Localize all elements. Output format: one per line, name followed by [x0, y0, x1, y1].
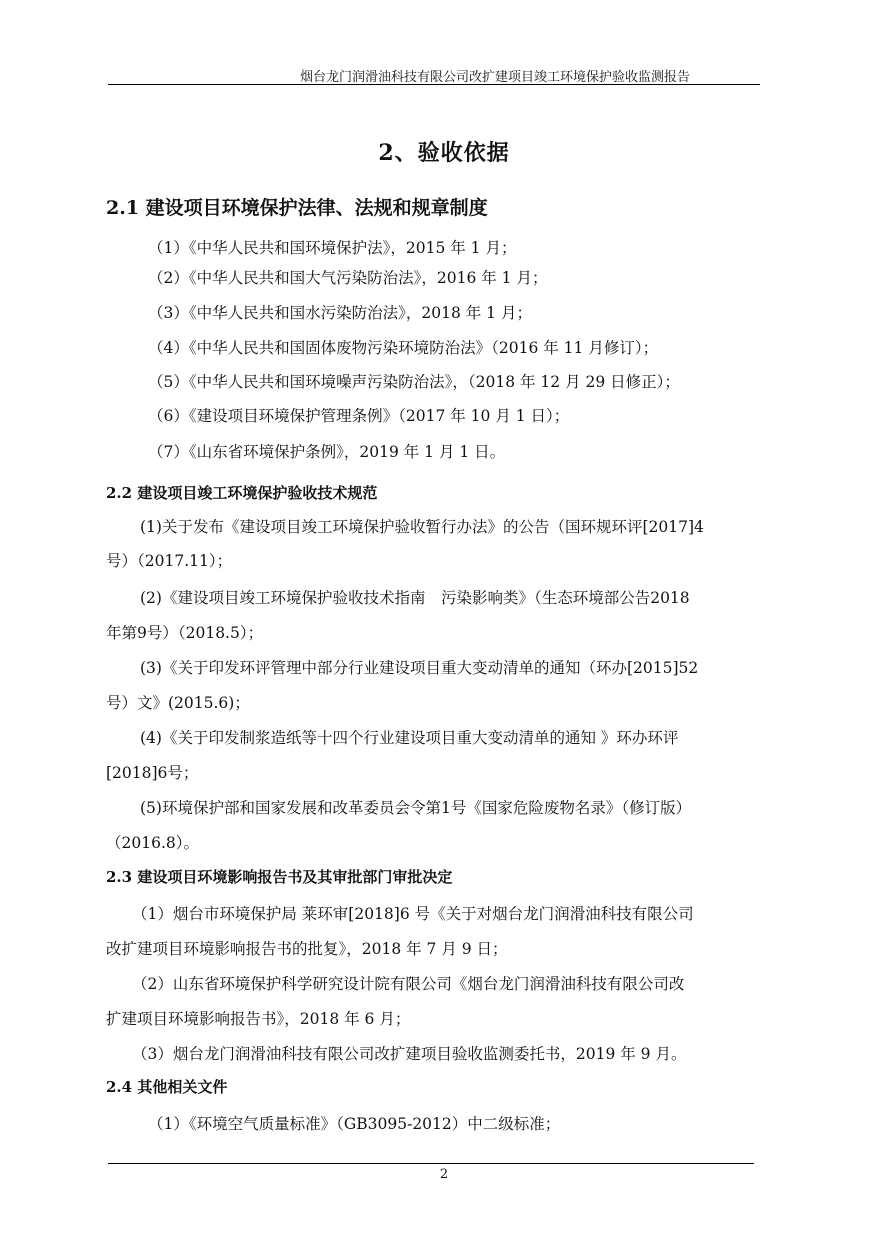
paragraph-line: 年第9号）（2018.5）； [106, 624, 264, 642]
paragraph-line: (2)《建设项目竣工环境保护验收技术指南 污染影响类》（生态环境部公告2018 [140, 589, 690, 607]
section-heading-2-1: 2.1 建设项目环境保护法律、法规和规章制度 [106, 197, 488, 219]
paragraph-line: 号）文》(2015.6)； [106, 694, 250, 712]
list-item: （2）《中华人民共和国大气污染防治法》，2016 年 1 月； [148, 269, 548, 287]
header-divider [108, 84, 760, 85]
page-header: 烟台龙门润滑油科技有限公司改扩建项目竣工环境保护验收监测报告 [299, 70, 690, 85]
list-item: （7）《山东省环境保护条例》，2019 年 1 月 1 日。 [148, 443, 506, 461]
paragraph-line: [2018]6号； [106, 764, 199, 782]
paragraph-line: （2）山东省环境保护科学研究设计院有限公司《烟台龙门润滑油科技有限公司改 [132, 975, 685, 993]
paragraph-line: （3）烟台龙门润滑油科技有限公司改扩建项目验收监测委托书，2019 年 9 月。 [132, 1045, 687, 1063]
list-item: （3）《中华人民共和国水污染防治法》，2018 年 1 月； [148, 304, 532, 322]
chapter-title: 2、验收依据 [378, 140, 510, 166]
list-item: （6）《建设项目环境保护管理条例》（2017 年 10 月 1 日）； [148, 407, 570, 425]
paragraph-line: (4)《关于印发制浆造纸等十四个行业建设项目重大变动清单的通知 》环办环评 [140, 729, 679, 747]
section-heading-2-2: 2.2 建设项目竣工环境保护验收技术规范 [106, 484, 378, 502]
section-heading-2-4: 2.4 其他相关文件 [106, 1078, 228, 1096]
list-item: （4）《中华人民共和国固体废物污染环境防治法》（2016 年 11 月修订）； [148, 339, 659, 357]
list-item: （5）《中华人民共和国环境噪声污染防治法》，（2018 年 12 月 29 日修正）； [148, 373, 680, 391]
paragraph-line: (1)关于发布《建设项目竣工环境保护验收暂行办法》的公告（国环规环评[2017]4 [140, 518, 704, 536]
paragraph-line: 扩建项目环境影响报告书》，2018 年 6 月； [106, 1010, 411, 1028]
paragraph-line: 改扩建项目环境影响报告书的批复》，2018 年 7 月 9 日； [106, 940, 508, 958]
page-number: 2 [439, 1167, 449, 1182]
footer-divider [108, 1163, 754, 1164]
section-heading-2-3: 2.3 建设项目环境影响报告书及其审批部门审批决定 [106, 868, 453, 886]
list-item: （1）《中华人民共和国环境保护法》，2015 年 1 月； [148, 239, 517, 257]
paragraph-line: (5)环境保护部和国家发展和改革委员会令第1号《国家危险废物名录》（修订版） [140, 799, 692, 817]
paragraph-line: (3)《关于印发环评管理中部分行业建设项目重大变动清单的通知（环办[2015]52 [140, 659, 699, 677]
paragraph-line: 号）（2017.11）； [106, 552, 233, 570]
paragraph-line: （1）烟台市环境保护局 莱环审[2018]6 号《关于对烟台龙门润滑油科技有限公司 [132, 905, 694, 923]
list-item: （1）《环境空气质量标准》（GB3095-2012）中二级标准； [148, 1115, 561, 1133]
paragraph-line: （2016.8）。 [106, 834, 199, 852]
